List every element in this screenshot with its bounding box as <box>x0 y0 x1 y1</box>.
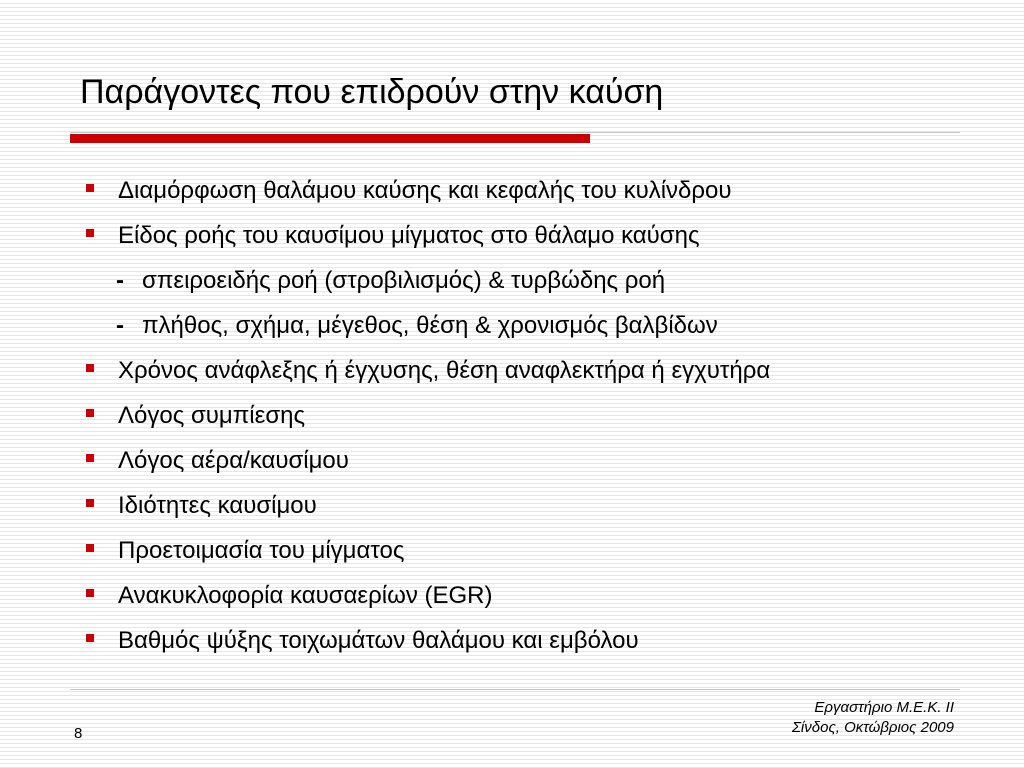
square-bullet-icon <box>86 544 94 552</box>
list-item-text: Είδος ροής του καυσίμου μίγματος στο θάλαμο καύσης <box>118 222 700 249</box>
square-bullet-icon <box>86 589 94 597</box>
list-item-text: Βαθμός ψύξης τοιχωμάτων θαλάμου και εμβόλου <box>118 627 639 654</box>
list-item <box>0 573 1024 618</box>
page-number: 8 <box>74 725 83 742</box>
list-item-text: Χρόνος ανάφλεξης ή έγχυσης, θέση αναφλεκτήρα ή εγχυτήρα <box>118 357 771 384</box>
dash-marker: - <box>116 312 124 339</box>
list-item <box>0 528 1024 573</box>
title-accent-bar <box>70 134 590 143</box>
footer-lab-name: Εργαστήριο Μ.Ε.Κ. ΙΙ <box>814 699 954 716</box>
footer-divider-line <box>70 689 960 690</box>
list-item <box>0 348 1024 393</box>
list-item-text: Λόγος συμπίεσης <box>118 402 306 429</box>
square-bullet-icon <box>86 409 94 417</box>
list-item-text: Διαμόρφωση θαλάμου καύσης και κεφαλής του κυλίνδρου <box>118 177 732 204</box>
list-item-text: Λόγος αέρα/καυσίμου <box>118 447 349 474</box>
list-item-text: Ανακυκλοφορία καυσαερίων (EGR) <box>118 582 493 609</box>
list-item <box>0 213 1024 258</box>
square-bullet-icon <box>86 634 94 642</box>
square-bullet-icon <box>86 454 94 462</box>
footer-info <box>792 698 954 738</box>
list-item <box>0 393 1024 438</box>
bullet-list <box>0 168 1024 663</box>
sub-list-item <box>0 303 1024 348</box>
list-item-text: σπειροειδής ροή (στροβιλισμός) & τυρβώδης ροή <box>142 267 666 294</box>
list-item <box>0 168 1024 213</box>
square-bullet-icon <box>86 184 94 192</box>
square-bullet-icon <box>86 364 94 372</box>
list-item-text: πλήθος, σχήμα, μέγεθος, θέση & χρονισμός βαλβίδων <box>142 312 718 339</box>
list-item-text: Ιδιότητες καυσίμου <box>118 492 317 519</box>
dash-marker: - <box>116 267 124 294</box>
footer-place-date: Σίνδος, Οκτώβριος 2009 <box>791 719 954 736</box>
slide-title: Παράγοντες που επιδρούν στην καύση <box>80 73 664 111</box>
square-bullet-icon <box>86 499 94 507</box>
square-bullet-icon <box>86 229 94 237</box>
list-item <box>0 438 1024 483</box>
sub-list-item <box>0 258 1024 303</box>
list-item-text: Προετοιμασία του μίγματος <box>118 537 405 564</box>
list-item <box>0 483 1024 528</box>
title-divider-line <box>70 132 960 133</box>
list-item <box>0 618 1024 663</box>
